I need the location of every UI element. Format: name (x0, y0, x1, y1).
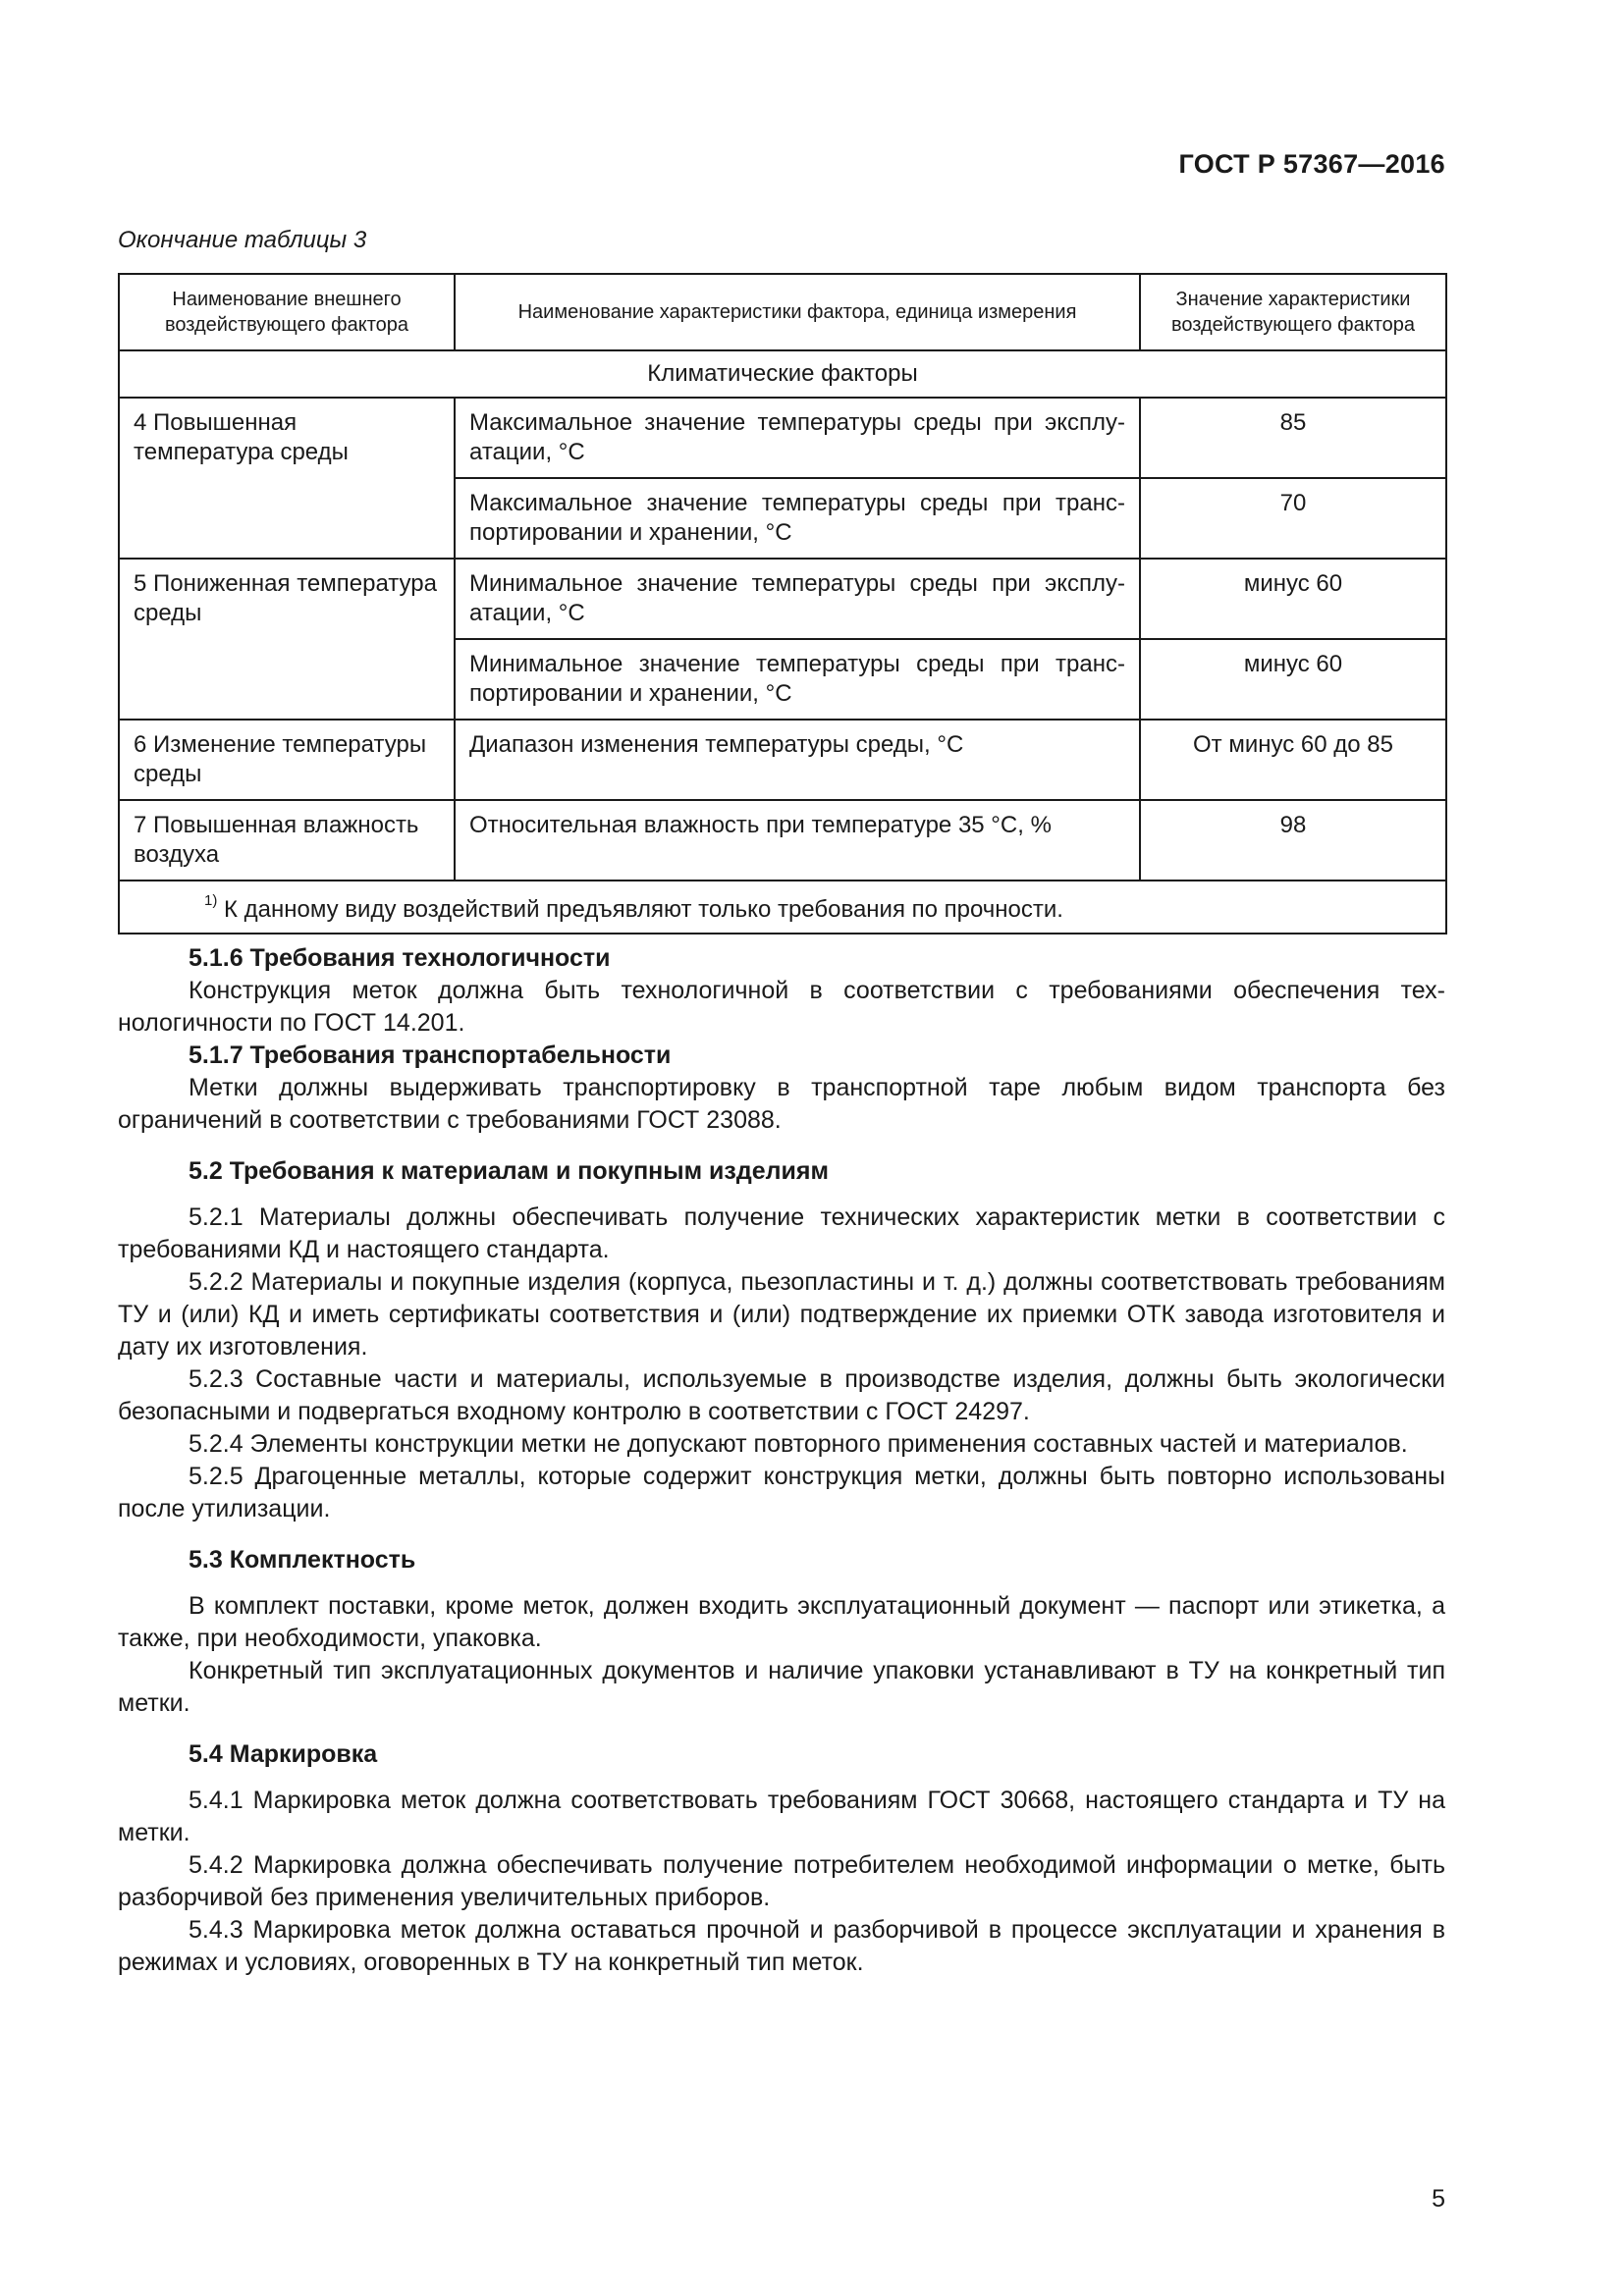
paragraph: В комплект поставки, кроме меток, должен входить эксплуатационный документ — паспорт или этикетка, а также, при необходимости, упаковка. (118, 1592, 1445, 1652)
table-footnote (119, 881, 1446, 934)
footnote-mark: 1) (204, 892, 218, 909)
column-header-characteristic: Наименование характеристики фактора, единица измерения (455, 274, 1140, 350)
table-row (119, 559, 1446, 639)
table-row (119, 398, 1446, 478)
characteristic-cell: Относительная влажность при температуре 35 °С, % (455, 800, 1140, 881)
characteristic-cell: Минимальное значение температуры среды при эксплуатации, °С (455, 559, 1140, 639)
value-cell: 98 (1140, 800, 1446, 881)
section-heading-5-4: 5.4 Маркировка (189, 1740, 378, 1768)
factor-cell: 4 Повышенная температура среды (119, 398, 455, 559)
paragraph: 5.4.1 Маркировка меток должна соответствовать требованиям ГОСТ 30668, настоящего стандарта и ТУ на метки. (118, 1787, 1445, 1846)
standard-code: ГОСТ Р 57367—2016 (1178, 149, 1445, 179)
section-heading-5-2: 5.2 Требования к материалам и покупным изделиям (189, 1157, 829, 1185)
table-header-row (119, 274, 1446, 350)
section-heading-5-1-7: 5.1.7 Требования транспортабельности (189, 1041, 672, 1069)
value-cell: минус 60 (1140, 639, 1446, 720)
value-cell: минус 60 (1140, 559, 1446, 639)
characteristic-cell: Минимальное значение температуры среды при транспортировании и хранении, °С (455, 639, 1140, 720)
page-number: 5 (1432, 2185, 1445, 2213)
paragraph: Конкретный тип эксплуатационных документов и наличие упаковки устанавливают в ТУ на конкретный тип метки. (118, 1657, 1445, 1717)
characteristic-cell: Диапазон изменения температуры среды, °С (455, 720, 1140, 800)
section-heading-5-3: 5.3 Комплектность (189, 1546, 416, 1574)
characteristic-cell: Максимальное значение температуры среды при эксплуатации, °С (455, 398, 1140, 478)
table-footnote-row (119, 881, 1446, 934)
value-cell: 85 (1140, 398, 1446, 478)
paragraph: 5.2.1 Материалы должны обеспечивать получение технических характеристик метки в соответствии с требованиями КД и настоящего стандарта. (118, 1203, 1445, 1263)
column-header-value: Значение характеристики воздействующего фактора (1140, 274, 1446, 350)
paragraph: 5.2.3 Составные части и материалы, используемые в производстве изделия, должны быть экологически безопасными и подвергаться входному контролю в соответствии с ГОСТ 24297. (118, 1365, 1445, 1425)
paragraph: 5.2.5 Драгоценные металлы, которые содержит конструкция метки, должны быть повторно использованы после утилизации. (118, 1463, 1445, 1522)
table-row (119, 720, 1446, 800)
section-heading-5-1-6: 5.1.6 Требования технологичности (189, 944, 611, 972)
paragraph: Метки должны выдерживать транспортировку в транспортной таре любым видом транспорта без ограничений в соответствии с требованиями ГОСТ 23088. (118, 1074, 1445, 1134)
paragraph: 5.2.2 Материалы и покупные изделия (корпуса, пьезопластины и т. д.) должны соответствовать требованиям ТУ и (или) КД и иметь сертификаты соответствия и (или) подтверждение их приемки ОТК завода изготовителя и дату их изготовления. (118, 1268, 1445, 1361)
table-group-row (119, 350, 1446, 398)
column-header-factor: Наименование внешнего воздействующего фактора (119, 274, 455, 350)
table-caption: Окончание таблицы 3 (118, 227, 367, 253)
paragraph: 5.4.2 Маркировка должна обеспечивать получение потребителем необходимой информации о метке, быть разборчивой без применения увеличительных приборов. (118, 1851, 1445, 1911)
factors-table (118, 273, 1447, 934)
paragraph: 5.2.4 Элементы конструкции метки не допускают повторного применения составных частей и материалов. (189, 1430, 1408, 1458)
characteristic-cell: Максимальное значение температуры среды при транспортировании и хранении, °С (455, 478, 1140, 559)
value-cell: 70 (1140, 478, 1446, 559)
table-row (119, 800, 1446, 881)
factor-cell: 5 Пониженная температура среды (119, 559, 455, 720)
factor-cell: 7 Повышенная влажность воздуха (119, 800, 455, 881)
paragraph: 5.4.3 Маркировка меток должна оставаться прочной и разборчивой в процессе эксплуатации и хранения в режимах и условиях, оговоренных в ТУ на конкретный тип меток. (118, 1916, 1445, 1976)
body-text (118, 942, 1445, 1979)
footnote-text: К данному виду воздействий предъявляют только требования по прочности. (224, 896, 1063, 923)
paragraph: Конструкция меток должна быть технологичной в соответствии с требованиями обеспечения технологичности по ГОСТ 14.201. (118, 977, 1445, 1037)
group-title: Климатические факторы (119, 350, 1446, 398)
factor-cell: 6 Изменение температуры среды (119, 720, 455, 800)
value-cell: От минус 60 до 85 (1140, 720, 1446, 800)
